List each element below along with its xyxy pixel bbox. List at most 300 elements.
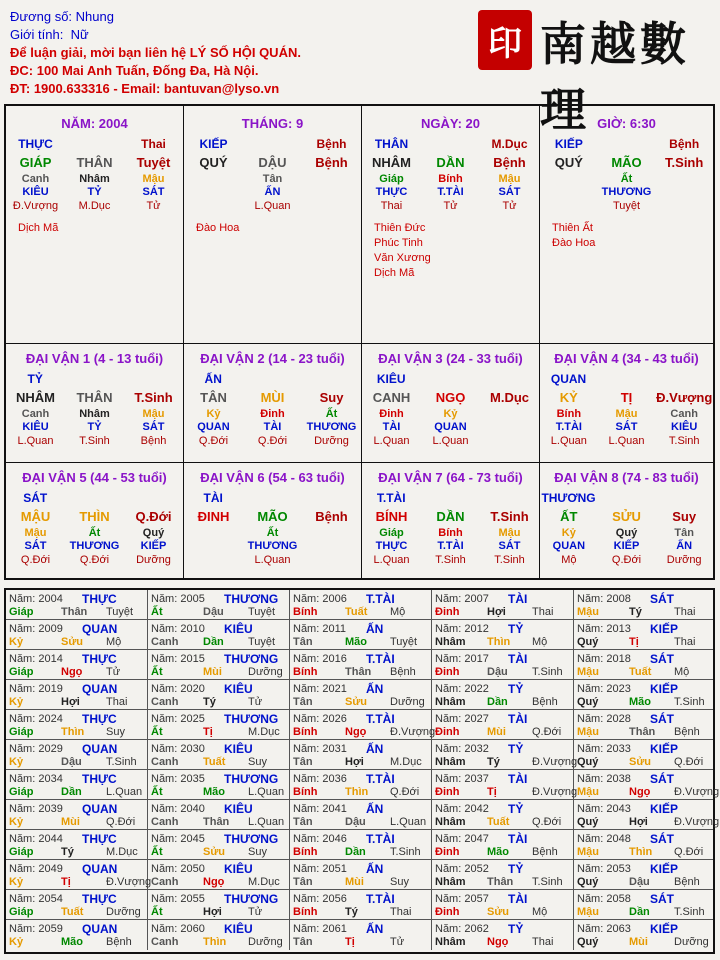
dv-god-0: QUAN xyxy=(197,421,230,433)
year-god: T.TÀI xyxy=(366,592,395,606)
year-branch: Dậu xyxy=(61,756,82,768)
star-label: Đào Hoa xyxy=(552,237,596,249)
year-cell xyxy=(148,620,290,650)
year-number: 2028 xyxy=(606,713,631,725)
pillar-main-0: GIÁP xyxy=(19,155,52,170)
dai-van-god: THƯƠNG xyxy=(541,491,596,505)
year-prefix: Năm: xyxy=(577,923,604,935)
year-stem: Kỷ xyxy=(9,756,24,768)
dv-hidden-1: Quý xyxy=(615,527,638,539)
year-stem: Giáp xyxy=(9,906,34,918)
year-stem: Tân xyxy=(293,636,313,648)
dv-main-1: THÌN xyxy=(79,509,110,524)
year-number: 2011 xyxy=(322,623,346,635)
year-cell xyxy=(574,860,713,890)
pillar-hidden-0 xyxy=(540,173,598,185)
year-number: 2039 xyxy=(38,803,63,815)
dv-hidden-2: Ất xyxy=(325,408,338,420)
dv-state-0: L.Quan xyxy=(373,435,410,447)
year-number: 2053 xyxy=(606,863,631,875)
year-cell xyxy=(290,830,432,860)
dai-van-cell xyxy=(6,344,184,463)
pillar-god-0 xyxy=(540,185,598,199)
year-number: 2042 xyxy=(464,803,489,815)
year-stem: Quý xyxy=(577,876,599,888)
dv-hidden-2: Mậu xyxy=(142,408,165,420)
pillar-top-0: THỰC xyxy=(18,137,53,151)
year-branch: Hợi xyxy=(487,606,506,618)
year-branch: Tuất xyxy=(345,606,368,618)
pillar-hidden-2 xyxy=(655,173,713,185)
year-stem: Giáp xyxy=(9,726,34,738)
pillar-god-2 xyxy=(655,185,713,199)
gender-label: Giới tính: xyxy=(10,27,64,42)
year-god: THƯƠNG xyxy=(224,832,279,846)
year-branch: Tý xyxy=(629,606,642,618)
year-stem: Giáp xyxy=(9,606,34,618)
dai-van-title: ĐẠI VẬN 1 (4 - 13 tuổi) xyxy=(25,351,164,366)
year-number: 2054 xyxy=(38,893,63,905)
pillar-state-2: Tử xyxy=(146,200,161,212)
pillar-title: THÁNG: 9 xyxy=(241,116,304,131)
dv-hidden-1: Kỷ xyxy=(443,408,458,420)
dv-main-2: T.Sinh xyxy=(490,509,529,524)
year-prefix: Năm: xyxy=(435,773,462,785)
dv-hidden-0 xyxy=(184,527,243,539)
year-stem: Canh xyxy=(151,876,179,888)
year-number: 2020 xyxy=(180,683,205,695)
seal-stamp-icon: 印 xyxy=(478,10,532,70)
year-state: Dưỡng xyxy=(390,696,425,708)
year-state: Đ.Vượng xyxy=(532,786,578,798)
year-branch: Ngọ xyxy=(61,666,83,678)
year-state: Thai xyxy=(674,636,696,648)
year-stem: Tân xyxy=(293,696,313,708)
year-cell xyxy=(290,740,432,770)
dv-hidden-2 xyxy=(480,408,539,420)
pillars-grid xyxy=(4,104,715,580)
pillar-stars xyxy=(552,221,713,251)
dv-state-2: Dưỡng xyxy=(136,554,171,566)
year-prefix: Năm: xyxy=(577,713,604,725)
pillar-god-1: T.TÀI xyxy=(437,186,464,198)
year-branch: Sửu xyxy=(203,846,226,858)
year-state: Bệnh xyxy=(674,876,700,888)
year-stem: Mậu xyxy=(577,666,599,678)
dv-state-0: L.Quan xyxy=(17,435,54,447)
year-cell xyxy=(574,620,713,650)
year-cell xyxy=(432,920,574,950)
year-stem: Tân xyxy=(293,936,313,948)
year-number: 2050 xyxy=(180,863,205,875)
pillar-main-2: Tuyệt xyxy=(136,155,171,170)
year-god: QUAN xyxy=(82,682,118,696)
year-branch: Tị xyxy=(345,936,355,948)
year-prefix: Năm: xyxy=(435,623,462,635)
pillar-stars xyxy=(18,221,183,236)
year-state: L.Quan xyxy=(106,786,143,798)
year-stem: Mậu xyxy=(577,726,599,738)
dv-main-2: T.Sinh xyxy=(134,390,173,405)
year-stem: Đinh xyxy=(435,906,460,918)
year-cell xyxy=(290,710,436,740)
year-branch: Ngọ xyxy=(345,726,367,738)
dv-main-1: MÃO xyxy=(257,509,288,524)
year-prefix: Năm: xyxy=(9,893,36,905)
year-stem: Đinh xyxy=(435,726,460,738)
year-number: 2062 xyxy=(464,923,489,935)
pillar-hidden-2 xyxy=(302,173,361,185)
year-stem: Mậu xyxy=(577,606,599,618)
pillar-top-2: M.Dục xyxy=(491,137,528,151)
dv-state-2 xyxy=(302,553,361,567)
pillar-god-1: TỶ xyxy=(87,186,102,198)
year-state: T.Sinh xyxy=(106,756,137,768)
year-god: TỶ xyxy=(508,682,524,696)
year-cell xyxy=(574,650,713,680)
dv-god-1: QUAN xyxy=(434,421,467,433)
pillar-cell xyxy=(184,106,362,344)
pillar-hidden-1: Nhâm xyxy=(79,173,110,185)
year-prefix: Năm: xyxy=(577,593,604,605)
year-god: THỰC xyxy=(82,772,117,786)
year-cell xyxy=(574,710,713,740)
dai-van-god: ẤN xyxy=(204,372,222,386)
year-god: T.TÀI xyxy=(366,712,395,726)
dv-state-1: L.Quan xyxy=(608,435,645,447)
chart-header xyxy=(10,8,301,98)
year-state: Tử xyxy=(248,696,263,708)
year-prefix: Năm: xyxy=(151,863,178,875)
year-number: 2055 xyxy=(180,893,205,905)
year-cell xyxy=(6,800,148,830)
year-stem: Đinh xyxy=(435,606,460,618)
year-branch: Dần xyxy=(629,906,650,918)
year-prefix: Năm: xyxy=(151,713,178,725)
year-branch: Tý xyxy=(203,696,216,708)
year-state: Đ.Vượng xyxy=(390,726,436,738)
year-cell xyxy=(432,680,574,710)
year-number: 2040 xyxy=(180,803,205,815)
year-prefix: Năm: xyxy=(435,833,462,845)
dv-god-0: QUAN xyxy=(552,540,586,552)
year-stem: Ất xyxy=(151,846,163,858)
pillar-state-1: Tử xyxy=(443,200,458,212)
dv-state-2: T.Sinh xyxy=(668,435,700,447)
pillar-title: NĂM: 2004 xyxy=(61,116,128,131)
year-prefix: Năm: xyxy=(9,593,36,605)
dai-van-title: ĐẠI VẬN 8 (74 - 83 tuổi) xyxy=(554,470,699,485)
year-stem: Nhâm xyxy=(435,636,466,648)
year-prefix: Năm: xyxy=(151,803,178,815)
year-prefix: Năm: xyxy=(9,683,36,695)
year-stem: Bính xyxy=(293,846,318,858)
year-state: Đ.Vượng xyxy=(674,786,720,798)
pillar-state-0 xyxy=(184,199,243,213)
year-cell xyxy=(574,680,713,710)
year-state: Suy xyxy=(390,876,409,888)
year-cell xyxy=(148,770,290,800)
year-stem: Nhâm xyxy=(435,876,466,888)
pillar-main-1: DẬU xyxy=(258,155,287,170)
year-state: Q.Đới xyxy=(674,846,704,858)
year-state: Suy xyxy=(248,846,267,858)
year-cell xyxy=(432,740,578,770)
star-label: Dịch Mã xyxy=(18,222,59,234)
year-branch: Tuất xyxy=(203,756,226,768)
year-prefix: Năm: xyxy=(151,623,178,635)
year-god: THƯƠNG xyxy=(224,892,279,906)
year-cell xyxy=(6,650,148,680)
dai-van-god: T.TÀI xyxy=(376,491,406,505)
pillar-state-2 xyxy=(302,199,361,213)
pillar-god-2: SÁT xyxy=(142,186,165,198)
year-god: SÁT xyxy=(650,592,674,606)
pillar-top-1 xyxy=(421,137,480,151)
dv-main-1: MÙI xyxy=(260,390,285,405)
year-prefix: Năm: xyxy=(435,683,462,695)
year-prefix: Năm: xyxy=(293,923,320,935)
year-god: TÀI xyxy=(508,832,528,846)
pillar-top-2: Thai xyxy=(141,137,166,151)
year-state: Tuyệt xyxy=(248,606,276,618)
year-god: KIÊU xyxy=(224,742,253,756)
dai-van-title: ĐẠI VẬN 3 (24 - 33 tuổi) xyxy=(378,351,523,366)
year-branch: Mão xyxy=(487,846,509,858)
year-cell xyxy=(432,650,574,680)
pillar-stars xyxy=(374,221,539,281)
dv-hidden-0: Kỷ xyxy=(206,408,221,420)
dai-van-god: QUAN xyxy=(550,372,587,386)
year-state: Đ.Vượng xyxy=(106,876,152,888)
year-state: Mộ xyxy=(390,606,406,618)
dv-god-0 xyxy=(184,539,243,553)
year-god: ẤN xyxy=(366,862,384,876)
year-branch: Tý xyxy=(345,906,358,918)
year-number: 2031 xyxy=(322,743,347,755)
dv-main-2: Bệnh xyxy=(315,509,348,524)
year-number: 2015 xyxy=(180,653,205,665)
dv-state-1: L.Quan xyxy=(254,554,291,566)
year-cell xyxy=(290,770,432,800)
dai-van-cell xyxy=(362,463,540,578)
star-label: Thiên Đức xyxy=(374,222,426,234)
year-state: T.Sinh xyxy=(674,696,705,708)
pillar-title: NGÀY: 20 xyxy=(421,116,480,131)
year-stem: Tân xyxy=(293,876,313,888)
dv-state-0: L.Quan xyxy=(550,435,587,447)
year-prefix: Năm: xyxy=(435,803,462,815)
pillar-hidden-0: Giáp xyxy=(379,173,404,185)
year-stem: Kỷ xyxy=(9,936,24,948)
dai-van-title: ĐẠI VẬN 5 (44 - 53 tuổi) xyxy=(22,470,167,485)
year-number: 2008 xyxy=(606,593,631,605)
year-god: T.TÀI xyxy=(366,892,395,906)
pillar-god-0 xyxy=(184,185,243,199)
year-stem: Mậu xyxy=(577,846,599,858)
year-stem: Nhâm xyxy=(435,756,466,768)
dv-state-2: Dưỡng xyxy=(314,435,349,447)
pillar-god-1: THƯƠNG xyxy=(601,186,652,198)
pillar-top-1 xyxy=(598,137,656,151)
year-branch: Hợi xyxy=(61,696,80,708)
dv-god-0: TÀI xyxy=(382,421,401,433)
year-god: SÁT xyxy=(650,772,674,786)
year-branch: Mùi xyxy=(629,936,648,948)
pillar-god-0: KIÊU xyxy=(22,186,49,198)
year-cell xyxy=(574,740,713,770)
year-number: 2052 xyxy=(464,863,489,875)
year-number: 2021 xyxy=(322,683,347,695)
year-branch: Tuất xyxy=(61,906,84,918)
year-prefix: Năm: xyxy=(151,593,178,605)
dv-main-0: BÍNH xyxy=(375,509,408,524)
pillar-god-2 xyxy=(302,185,361,199)
contact-line: Để luận giải, mời bạn liên hệ LÝ SỐ HỘI QUÁN. xyxy=(10,45,301,60)
year-prefix: Năm: xyxy=(293,713,320,725)
year-cell xyxy=(148,680,290,710)
year-cell xyxy=(148,890,290,920)
year-god: TỶ xyxy=(508,802,524,816)
pillar-god-1: ẤN xyxy=(264,186,281,198)
year-number: 2014 xyxy=(38,653,63,665)
year-branch: Thìn xyxy=(487,636,511,648)
year-number: 2034 xyxy=(38,773,63,785)
year-number: 2007 xyxy=(464,593,489,605)
year-state: Thai xyxy=(532,936,554,948)
year-prefix: Năm: xyxy=(293,863,320,875)
dv-hidden-0: Canh xyxy=(21,408,50,420)
dv-main-1: SỬU xyxy=(612,509,641,524)
dv-god-1: THƯƠNG xyxy=(69,540,120,552)
year-prefix: Năm: xyxy=(293,803,320,815)
year-number: 2038 xyxy=(606,773,631,785)
year-number: 2061 xyxy=(322,923,347,935)
pillar-state-0: Đ.Vượng xyxy=(12,200,59,212)
year-state: Q.Đới xyxy=(532,816,562,828)
year-stem: Nhâm xyxy=(435,696,466,708)
dv-god-0: THỰC xyxy=(375,540,408,552)
pillar-cell xyxy=(6,106,184,344)
year-branch: Tị xyxy=(629,636,639,648)
year-god: KIẾP xyxy=(650,802,679,816)
dv-hidden-0: Bính xyxy=(556,408,582,420)
year-stem: Bính xyxy=(293,666,318,678)
year-number: 2009 xyxy=(38,623,63,635)
year-prefix: Năm: xyxy=(151,923,178,935)
year-branch: Mùi xyxy=(61,816,80,828)
dv-hidden-2: Quý xyxy=(142,527,165,539)
year-god: TỶ xyxy=(508,922,524,936)
year-state: Bệnh xyxy=(674,726,700,738)
year-number: 2030 xyxy=(180,743,205,755)
year-number: 2057 xyxy=(464,893,489,905)
year-state: L.Quan xyxy=(248,816,285,828)
year-branch: Mão xyxy=(61,936,83,948)
dv-hidden-1: Nhâm xyxy=(79,408,110,420)
dai-van-cell xyxy=(540,463,713,578)
pillar-main-1: THÂN xyxy=(76,155,113,170)
pillar-main-1: DẦN xyxy=(436,155,465,170)
year-prefix: Năm: xyxy=(435,593,462,605)
year-god: QUAN xyxy=(82,802,118,816)
year-number: 2041 xyxy=(322,803,347,815)
year-stem: Kỷ xyxy=(9,816,24,828)
brand-logo: 南越數理 xyxy=(540,17,690,137)
year-state: Tử xyxy=(248,906,263,918)
dv-god-2: THƯƠNG xyxy=(306,421,357,433)
year-number: 2049 xyxy=(38,863,63,875)
pillar-stars xyxy=(196,221,361,236)
pillar-hidden-1: Ất xyxy=(620,173,633,185)
dai-van-cell xyxy=(184,344,362,463)
year-state: Tử xyxy=(106,666,121,678)
year-god: SÁT xyxy=(650,892,674,906)
dv-main-0: ĐINH xyxy=(197,509,230,524)
year-state: Q.Đới xyxy=(674,756,704,768)
year-cell xyxy=(290,680,432,710)
year-state: M.Dục xyxy=(106,846,138,858)
year-cell xyxy=(574,590,713,620)
year-god: KIẾP xyxy=(650,682,679,696)
year-prefix: Năm: xyxy=(577,653,604,665)
year-number: 2018 xyxy=(606,653,631,665)
year-number: 2037 xyxy=(464,773,489,785)
year-cell xyxy=(290,920,432,950)
year-stem: Nhâm xyxy=(435,816,466,828)
year-branch: Hợi xyxy=(345,756,364,768)
year-prefix: Năm: xyxy=(577,623,604,635)
year-stem: Giáp xyxy=(9,786,34,798)
year-god: TỶ xyxy=(508,742,524,756)
dv-main-2: M.Dục xyxy=(490,390,529,405)
year-state: T.Sinh xyxy=(390,846,421,858)
year-stem: Bính xyxy=(293,726,318,738)
year-state: Mộ xyxy=(674,666,690,678)
pillar-top-1 xyxy=(243,137,302,151)
year-stem: Giáp xyxy=(9,666,34,678)
dv-main-0: ẤT xyxy=(560,509,578,524)
year-prefix: Năm: xyxy=(9,923,36,935)
year-cell xyxy=(148,710,290,740)
year-branch: Mão xyxy=(203,786,225,798)
year-stem: Bính xyxy=(293,606,318,618)
year-prefix: Năm: xyxy=(9,833,36,845)
year-branch: Sửu xyxy=(487,906,510,918)
year-cell xyxy=(432,620,574,650)
year-branch: Mão xyxy=(345,636,367,648)
year-number: 2006 xyxy=(322,593,347,605)
year-branch: Dậu xyxy=(345,816,366,828)
year-number: 2023 xyxy=(606,683,631,695)
dv-main-1: NGỌ xyxy=(435,390,466,405)
pillar-cell xyxy=(362,106,540,344)
year-god: KIÊU xyxy=(224,922,253,936)
pillar-state-0 xyxy=(540,199,598,213)
year-stem: Ất xyxy=(151,906,163,918)
year-state: Đ.Vượng xyxy=(532,756,578,768)
year-prefix: Năm: xyxy=(9,803,36,815)
year-cell xyxy=(574,830,713,860)
year-god: SÁT xyxy=(650,652,674,666)
dv-god-2: KIÊU xyxy=(671,421,698,433)
year-branch: Dần xyxy=(487,696,508,708)
dv-god-1: TÀI xyxy=(263,421,282,433)
dv-state-0: Mộ xyxy=(561,554,577,566)
year-god: TÀI xyxy=(508,652,528,666)
pillar-top-0: KIẾP xyxy=(554,137,583,151)
year-prefix: Năm: xyxy=(151,833,178,845)
